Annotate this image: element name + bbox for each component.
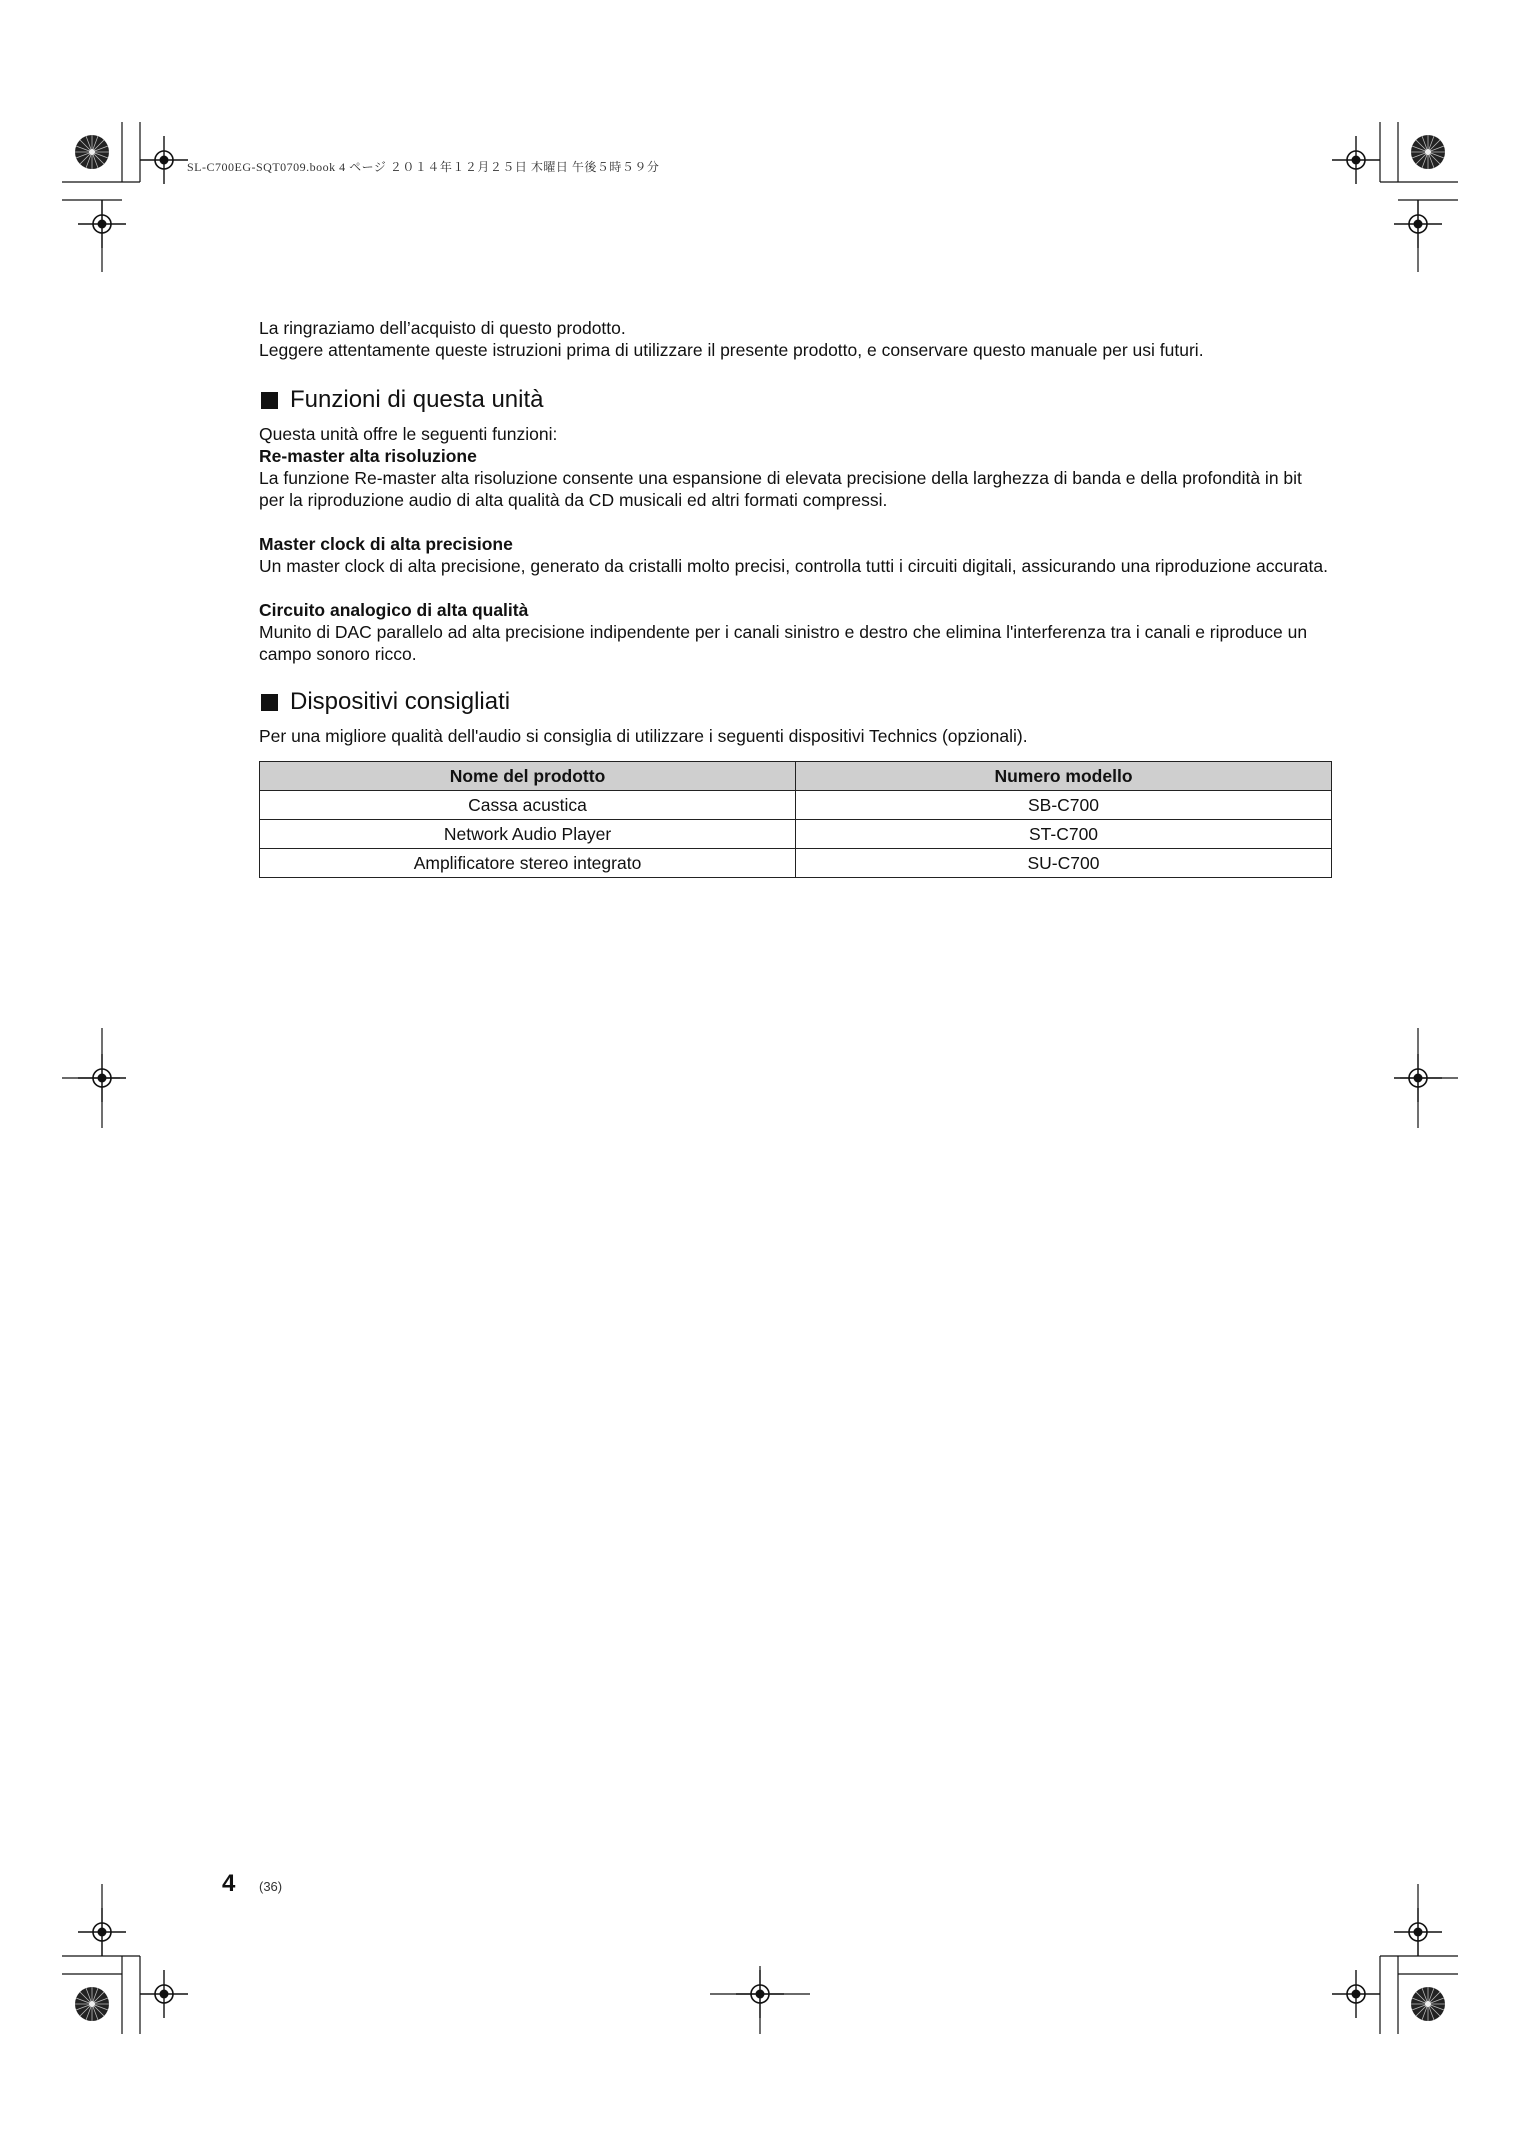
feature-title: Master clock di alta precisione	[259, 534, 513, 554]
star-target-icon	[1411, 1987, 1445, 2021]
table-header-row	[260, 762, 1332, 791]
page-sub-number: (36)	[259, 1879, 283, 1894]
feature-text: Munito di DAC parallelo ad alta precisione indipendente per i canali sinistro e destro che elimina l'interferenza tra i canali e riproduce un campo sonoro ricco.	[259, 622, 1308, 664]
devices-subtitle: Per una migliore qualità dell'audio si consiglia di utilizzare i seguenti dispositivi Technics (opzionali).	[259, 726, 1028, 746]
functions-subtitle: Questa unità offre le seguenti funzioni:	[259, 424, 558, 444]
table-cell-model: SU-C700	[796, 849, 1332, 878]
page-content	[259, 317, 1332, 878]
star-target-icon	[1411, 135, 1445, 169]
column-header-product: Nome del prodotto	[260, 762, 796, 791]
table-cell-model: SB-C700	[796, 791, 1332, 820]
registration-mark-icon	[1332, 1970, 1380, 2018]
feature-item	[259, 445, 1332, 511]
table-row	[260, 849, 1332, 878]
registration-mark-icon	[140, 1970, 188, 2018]
square-bullet-icon	[261, 392, 278, 409]
print-header: SL-C700EG-SQT0709.book 4 ページ ２０１４年１２月２５日 木曜日 午後５時５９分	[187, 160, 660, 174]
star-target-icon	[75, 1987, 109, 2021]
intro-line-2: Leggere attentamente queste istruzioni prima di utilizzare il presente prodotto, e conservare questo manuale per usi futuri.	[259, 340, 1204, 360]
intro-line-1: La ringraziamo dell’acquisto di questo prodotto.	[259, 318, 626, 338]
functions-heading	[259, 385, 1332, 415]
page-number: 4	[222, 1870, 236, 1897]
table-cell-model: ST-C700	[796, 820, 1332, 849]
table-cell-product: Network Audio Player	[260, 820, 796, 849]
devices-table	[259, 761, 1332, 878]
column-header-model: Numero modello	[796, 762, 1332, 791]
devices-title: Dispositivi consigliati	[290, 688, 511, 715]
feature-title: Circuito analogico di alta qualità	[259, 600, 529, 620]
registration-mark-icon	[1332, 136, 1380, 184]
star-target-icon	[75, 135, 109, 169]
table-row	[260, 820, 1332, 849]
devices-section	[259, 687, 1332, 878]
table-row	[260, 791, 1332, 820]
functions-title: Funzioni di questa unità	[290, 386, 544, 413]
table-cell-product: Cassa acustica	[260, 791, 796, 820]
registration-mark-icon	[140, 136, 188, 184]
intro	[259, 317, 1332, 361]
feature-text: La funzione Re-master alta risoluzione consente una espansione di elevata precisione della larghezza di banda e della profondità in bit per la riproduzione audio di alta qualità da CD musicali ed altri formati compressi.	[259, 468, 1302, 510]
square-bullet-icon	[261, 694, 278, 711]
feature-item	[259, 599, 1332, 665]
feature-text: Un master clock di alta precisione, generato da cristalli molto precisi, controlla tutti i circuiti digitali, assicurando una riproduzione accurata.	[259, 556, 1328, 576]
feature-title: Re-master alta risoluzione	[259, 446, 477, 466]
devices-heading	[259, 687, 1332, 717]
feature-item	[259, 533, 1332, 577]
table-cell-product: Amplificatore stereo integrato	[260, 849, 796, 878]
